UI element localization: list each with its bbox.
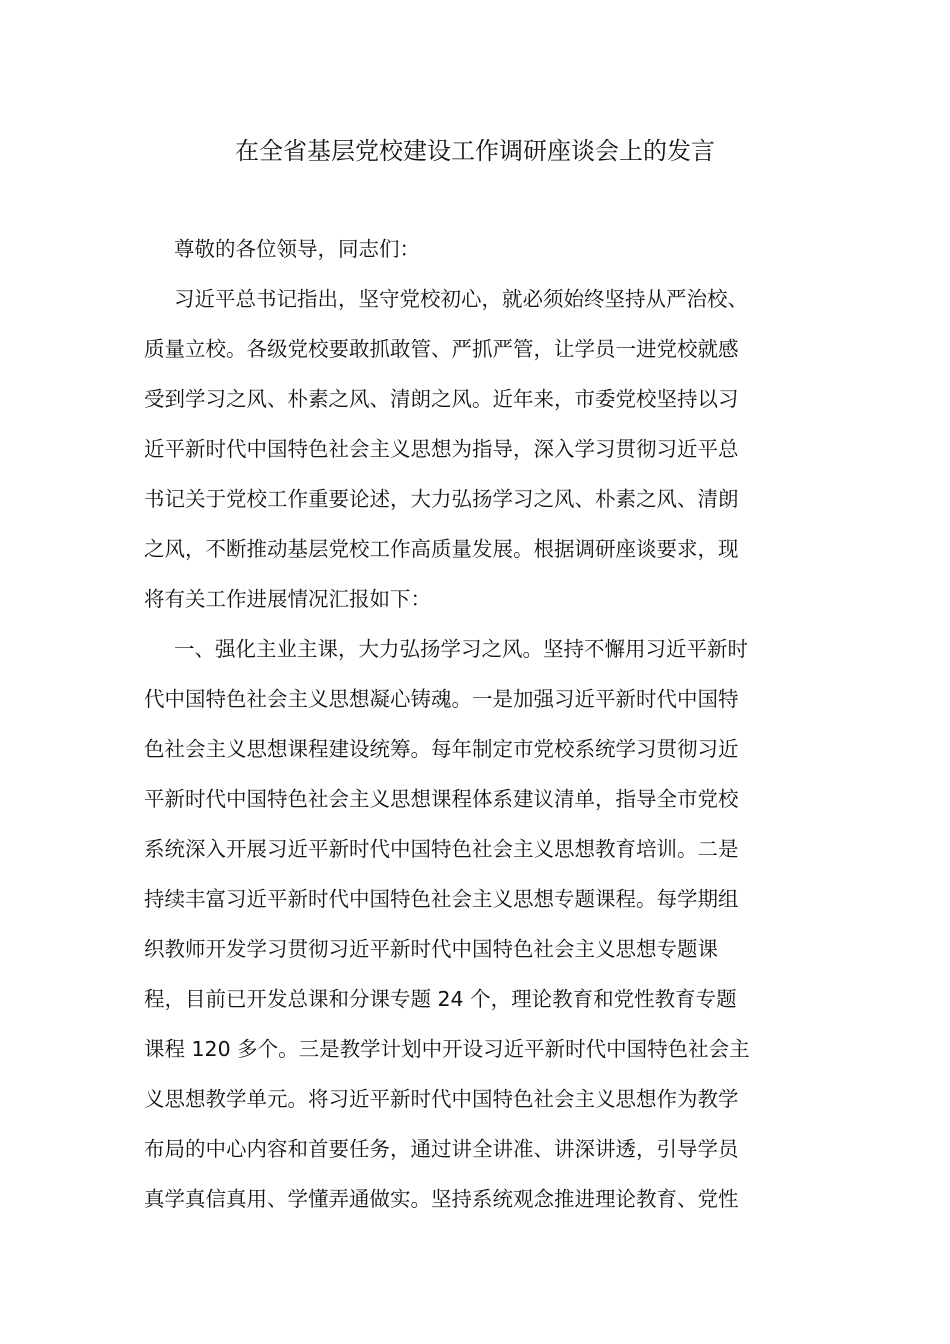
text-line: 程，目前已开发总课和分课专题 24 个，理论教育和党性教育专题	[144, 987, 737, 1011]
text-line: 代中国特色社会主义思想凝心铸魂。一是加强习近平新时代中国特	[144, 687, 739, 711]
text-line: 系统深入开展习近平新时代中国特色社会主义思想教育培训。二是	[144, 837, 739, 861]
text-line: 一、强化主业主课，大力弘扬学习之风。坚持不懈用习近平新时	[174, 637, 748, 661]
text-line: 书记关于党校工作重要论述，大力弘扬学习之风、朴素之风、清朗	[144, 487, 739, 511]
page-title: 在全省基层党校建设工作调研座谈会上的发言	[235, 137, 715, 165]
text-line: 之风，不断推动基层党校工作高质量发展。根据调研座谈要求，现	[144, 537, 739, 561]
text-line: 真学真信真用、学懂弄通做实。坚持系统观念推进理论教育、党性	[144, 1187, 739, 1211]
text-line: 课程 120 多个。三是教学计划中开设习近平新时代中国特色社会主	[144, 1037, 750, 1061]
text-line: 义思想教学单元。将习近平新时代中国特色社会主义思想作为教学	[144, 1087, 739, 1111]
text-line: 近平新时代中国特色社会主义思想为指导，深入学习贯彻习近平总	[144, 437, 739, 461]
text-line: 平新时代中国特色社会主义思想课程体系建议清单，指导全市党校	[144, 787, 739, 811]
text-line: 色社会主义思想课程建设统筹。每年制定市党校系统学习贯彻习近	[144, 737, 739, 761]
text-line: 质量立校。各级党校要敢抓敢管、严抓严管，让学员一进党校就感	[144, 337, 739, 361]
text-line: 尊敬的各位领导，同志们：	[174, 237, 420, 261]
document-body	[144, 230, 806, 1230]
text-line: 持续丰富习近平新时代中国特色社会主义思想专题课程。每学期组	[144, 887, 739, 911]
text-line: 受到学习之风、朴素之风、清朗之风。近年来，市委党校坚持以习	[144, 387, 739, 411]
text-line: 布局的中心内容和首要任务，通过讲全讲准、讲深讲透，引导学员	[144, 1137, 739, 1161]
text-line: 将有关工作进展情况汇报如下：	[144, 587, 431, 611]
text-line: 织教师开发学习贯彻习近平新时代中国特色社会主义思想专题课	[144, 937, 718, 961]
text-line: 习近平总书记指出，坚守党校初心，就必须始终坚持从严治校、	[174, 287, 748, 311]
